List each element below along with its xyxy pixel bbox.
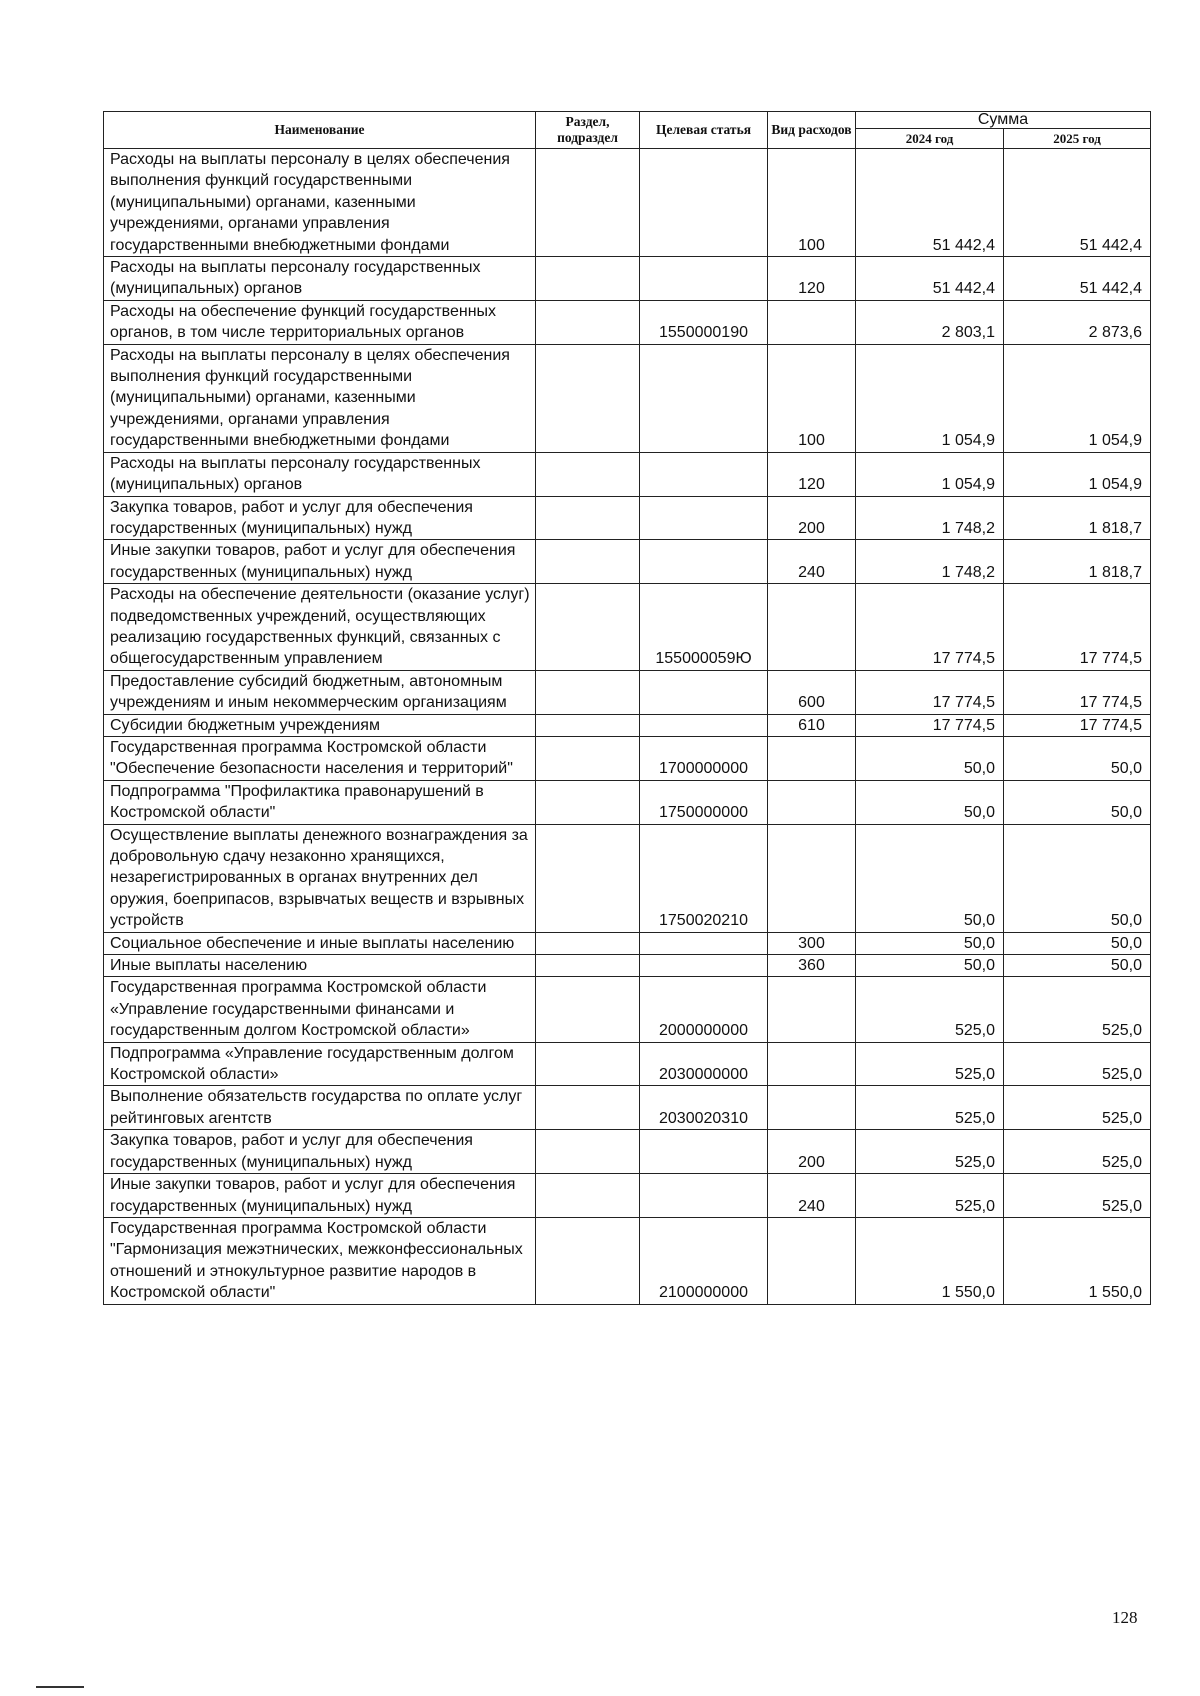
table-row bbox=[104, 955, 1151, 977]
row-target bbox=[640, 149, 768, 257]
row-sum-2025: 51 442,4 bbox=[1004, 257, 1151, 301]
row-section bbox=[536, 540, 640, 584]
row-sum-2024: 2 803,1 bbox=[856, 300, 1004, 344]
row-sum-2025: 525,0 bbox=[1004, 1130, 1151, 1174]
table-row bbox=[104, 670, 1151, 714]
row-sum-2025: 1 054,9 bbox=[1004, 452, 1151, 496]
row-section bbox=[536, 1042, 640, 1086]
row-sum-2025: 50,0 bbox=[1004, 780, 1151, 824]
table-row bbox=[104, 344, 1151, 452]
row-sum-2025: 525,0 bbox=[1004, 977, 1151, 1042]
table-row bbox=[104, 257, 1151, 301]
row-target: 2000000000 bbox=[640, 977, 768, 1042]
row-target bbox=[640, 540, 768, 584]
row-section bbox=[536, 149, 640, 257]
table-row bbox=[104, 1174, 1151, 1218]
row-name: Расходы на выплаты персоналу в целях обеспечения выполнения функций государственными (муниципальными) органами, казенными учреждениями, органами управления государственными внебюджетными фондами bbox=[104, 149, 536, 257]
table-row bbox=[104, 977, 1151, 1042]
row-type: 240 bbox=[768, 540, 856, 584]
row-sum-2025: 525,0 bbox=[1004, 1042, 1151, 1086]
row-name: Государственная программа Костромской области «Управление государственными финансами и государственным долгом Костромской области» bbox=[104, 977, 536, 1042]
row-type bbox=[768, 1217, 856, 1304]
row-target bbox=[640, 932, 768, 954]
row-sum-2024: 525,0 bbox=[856, 1042, 1004, 1086]
table-row bbox=[104, 736, 1151, 780]
scan-mark bbox=[36, 1686, 84, 1688]
row-section bbox=[536, 670, 640, 714]
row-type bbox=[768, 977, 856, 1042]
row-name: Расходы на выплаты персоналу государственных (муниципальных) органов bbox=[104, 452, 536, 496]
row-sum-2024: 1 054,9 bbox=[856, 344, 1004, 452]
row-section bbox=[536, 496, 640, 540]
budget-table bbox=[103, 111, 1151, 1305]
row-name: Осуществление выплаты денежного вознаграждения за добровольную сдачу незаконно хранящихся, незарегистрированных в органах внутренних дел оружия, боеприпасов, взрывчатых веществ и взрывных устройств bbox=[104, 824, 536, 932]
row-sum-2024: 1 054,9 bbox=[856, 452, 1004, 496]
row-target bbox=[640, 1130, 768, 1174]
table-row bbox=[104, 1086, 1151, 1130]
row-section bbox=[536, 977, 640, 1042]
row-section bbox=[536, 344, 640, 452]
header-target: Целевая статья bbox=[640, 112, 768, 149]
row-name: Подпрограмма "Профилактика правонарушений в Костромской области" bbox=[104, 780, 536, 824]
row-target: 1750000000 bbox=[640, 780, 768, 824]
row-sum-2025: 525,0 bbox=[1004, 1174, 1151, 1218]
table-row bbox=[104, 452, 1151, 496]
row-sum-2025: 50,0 bbox=[1004, 824, 1151, 932]
page-number: 128 bbox=[1112, 1608, 1138, 1627]
row-target bbox=[640, 714, 768, 736]
row-section bbox=[536, 1174, 640, 1218]
row-type: 100 bbox=[768, 149, 856, 257]
header-year-2025: 2025 год bbox=[1004, 129, 1151, 149]
row-type: 240 bbox=[768, 1174, 856, 1218]
row-name: Иные выплаты населению bbox=[104, 955, 536, 977]
row-sum-2024: 50,0 bbox=[856, 780, 1004, 824]
row-section bbox=[536, 932, 640, 954]
row-type bbox=[768, 824, 856, 932]
row-sum-2025: 2 873,6 bbox=[1004, 300, 1151, 344]
table-row bbox=[104, 824, 1151, 932]
row-type: 200 bbox=[768, 496, 856, 540]
row-type: 100 bbox=[768, 344, 856, 452]
row-sum-2024: 1 748,2 bbox=[856, 540, 1004, 584]
table-row bbox=[104, 496, 1151, 540]
row-sum-2024: 525,0 bbox=[856, 1086, 1004, 1130]
row-sum-2024: 50,0 bbox=[856, 736, 1004, 780]
row-name: Подпрограмма «Управление государственным долгом Костромской области» bbox=[104, 1042, 536, 1086]
row-sum-2025: 51 442,4 bbox=[1004, 149, 1151, 257]
row-type: 600 bbox=[768, 670, 856, 714]
table-row bbox=[104, 714, 1151, 736]
row-name: Закупка товаров, работ и услуг для обеспечения государственных (муниципальных) нужд bbox=[104, 1130, 536, 1174]
row-type bbox=[768, 780, 856, 824]
table-row bbox=[104, 584, 1151, 671]
row-name: Закупка товаров, работ и услуг для обеспечения государственных (муниципальных) нужд bbox=[104, 496, 536, 540]
row-target: 1750020210 bbox=[640, 824, 768, 932]
row-sum-2025: 1 818,7 bbox=[1004, 496, 1151, 540]
row-type bbox=[768, 1086, 856, 1130]
row-name: Государственная программа Костромской области "Обеспечение безопасности населения и территорий" bbox=[104, 736, 536, 780]
row-sum-2025: 50,0 bbox=[1004, 955, 1151, 977]
table-row bbox=[104, 1130, 1151, 1174]
row-type: 120 bbox=[768, 257, 856, 301]
row-sum-2025: 50,0 bbox=[1004, 736, 1151, 780]
header-section: Раздел, подраздел bbox=[536, 112, 640, 149]
header-year-2024: 2024 год bbox=[856, 129, 1004, 149]
row-sum-2024: 51 442,4 bbox=[856, 257, 1004, 301]
row-name: Социальное обеспечение и иные выплаты населению bbox=[104, 932, 536, 954]
row-sum-2025: 1 054,9 bbox=[1004, 344, 1151, 452]
row-target: 2030000000 bbox=[640, 1042, 768, 1086]
table-header bbox=[104, 112, 1151, 149]
row-target: 1550000190 bbox=[640, 300, 768, 344]
row-sum-2025: 17 774,5 bbox=[1004, 670, 1151, 714]
row-section bbox=[536, 1217, 640, 1304]
row-section bbox=[536, 736, 640, 780]
row-name: Субсидии бюджетным учреждениям bbox=[104, 714, 536, 736]
row-type: 200 bbox=[768, 1130, 856, 1174]
row-name: Выполнение обязательств государства по оплате услуг рейтинговых агентств bbox=[104, 1086, 536, 1130]
row-name: Расходы на обеспечение деятельности (оказание услуг) подведомственных учреждений, осуществляющих реализацию государственных функций, связанных с общегосударственным управлением bbox=[104, 584, 536, 671]
row-sum-2024: 1 550,0 bbox=[856, 1217, 1004, 1304]
row-sum-2024: 50,0 bbox=[856, 932, 1004, 954]
row-section bbox=[536, 780, 640, 824]
row-section bbox=[536, 1086, 640, 1130]
row-section bbox=[536, 714, 640, 736]
row-sum-2024: 1 748,2 bbox=[856, 496, 1004, 540]
row-section bbox=[536, 257, 640, 301]
row-sum-2025: 525,0 bbox=[1004, 1086, 1151, 1130]
table-row bbox=[104, 780, 1151, 824]
row-sum-2025: 17 774,5 bbox=[1004, 714, 1151, 736]
row-name: Расходы на обеспечение функций государственных органов, в том числе территориальных органов bbox=[104, 300, 536, 344]
row-sum-2025: 50,0 bbox=[1004, 932, 1151, 954]
row-name: Иные закупки товаров, работ и услуг для обеспечения государственных (муниципальных) нужд bbox=[104, 1174, 536, 1218]
table-row bbox=[104, 932, 1151, 954]
table-row bbox=[104, 1042, 1151, 1086]
row-name: Иные закупки товаров, работ и услуг для обеспечения государственных (муниципальных) нужд bbox=[104, 540, 536, 584]
row-sum-2024: 17 774,5 bbox=[856, 584, 1004, 671]
row-target bbox=[640, 344, 768, 452]
row-section bbox=[536, 824, 640, 932]
row-target bbox=[640, 955, 768, 977]
row-target bbox=[640, 1174, 768, 1218]
row-target bbox=[640, 257, 768, 301]
row-sum-2024: 17 774,5 bbox=[856, 714, 1004, 736]
row-name: Расходы на выплаты персоналу в целях обеспечения выполнения функций государственными (муниципальными) органами, казенными учреждениями, органами управления государственными внебюджетными фондами bbox=[104, 344, 536, 452]
header-name: Наименование bbox=[104, 112, 536, 149]
row-section bbox=[536, 1130, 640, 1174]
row-target: 2100000000 bbox=[640, 1217, 768, 1304]
row-type: 360 bbox=[768, 955, 856, 977]
row-type bbox=[768, 300, 856, 344]
row-target: 1700000000 bbox=[640, 736, 768, 780]
row-type: 610 bbox=[768, 714, 856, 736]
row-section bbox=[536, 300, 640, 344]
table-row bbox=[104, 540, 1151, 584]
header-type: Вид расходов bbox=[768, 112, 856, 149]
row-name: Предоставление субсидий бюджетным, автономным учреждениям и иным некоммерческим организациям bbox=[104, 670, 536, 714]
row-type: 300 bbox=[768, 932, 856, 954]
row-target: 155000059Ю bbox=[640, 584, 768, 671]
row-sum-2025: 17 774,5 bbox=[1004, 584, 1151, 671]
row-target bbox=[640, 452, 768, 496]
row-sum-2025: 1 550,0 bbox=[1004, 1217, 1151, 1304]
row-sum-2024: 50,0 bbox=[856, 824, 1004, 932]
row-sum-2024: 17 774,5 bbox=[856, 670, 1004, 714]
row-sum-2024: 525,0 bbox=[856, 977, 1004, 1042]
row-target bbox=[640, 496, 768, 540]
row-section bbox=[536, 452, 640, 496]
table-row bbox=[104, 149, 1151, 257]
row-section bbox=[536, 584, 640, 671]
row-target: 2030020310 bbox=[640, 1086, 768, 1130]
table-body bbox=[104, 149, 1151, 1305]
row-name: Государственная программа Костромской области "Гармонизация межэтнических, межконфессиональных отношений и этнокультурное развитие народов в Костромской области" bbox=[104, 1217, 536, 1304]
table-row bbox=[104, 300, 1151, 344]
row-type: 120 bbox=[768, 452, 856, 496]
row-type bbox=[768, 1042, 856, 1086]
row-sum-2024: 525,0 bbox=[856, 1174, 1004, 1218]
row-type bbox=[768, 584, 856, 671]
row-name: Расходы на выплаты персоналу государственных (муниципальных) органов bbox=[104, 257, 536, 301]
row-sum-2024: 50,0 bbox=[856, 955, 1004, 977]
row-type bbox=[768, 736, 856, 780]
row-sum-2025: 1 818,7 bbox=[1004, 540, 1151, 584]
row-sum-2024: 525,0 bbox=[856, 1130, 1004, 1174]
table-row bbox=[104, 1217, 1151, 1304]
row-section bbox=[536, 955, 640, 977]
header-sum: Сумма bbox=[856, 112, 1151, 129]
row-target bbox=[640, 670, 768, 714]
row-sum-2024: 51 442,4 bbox=[856, 149, 1004, 257]
